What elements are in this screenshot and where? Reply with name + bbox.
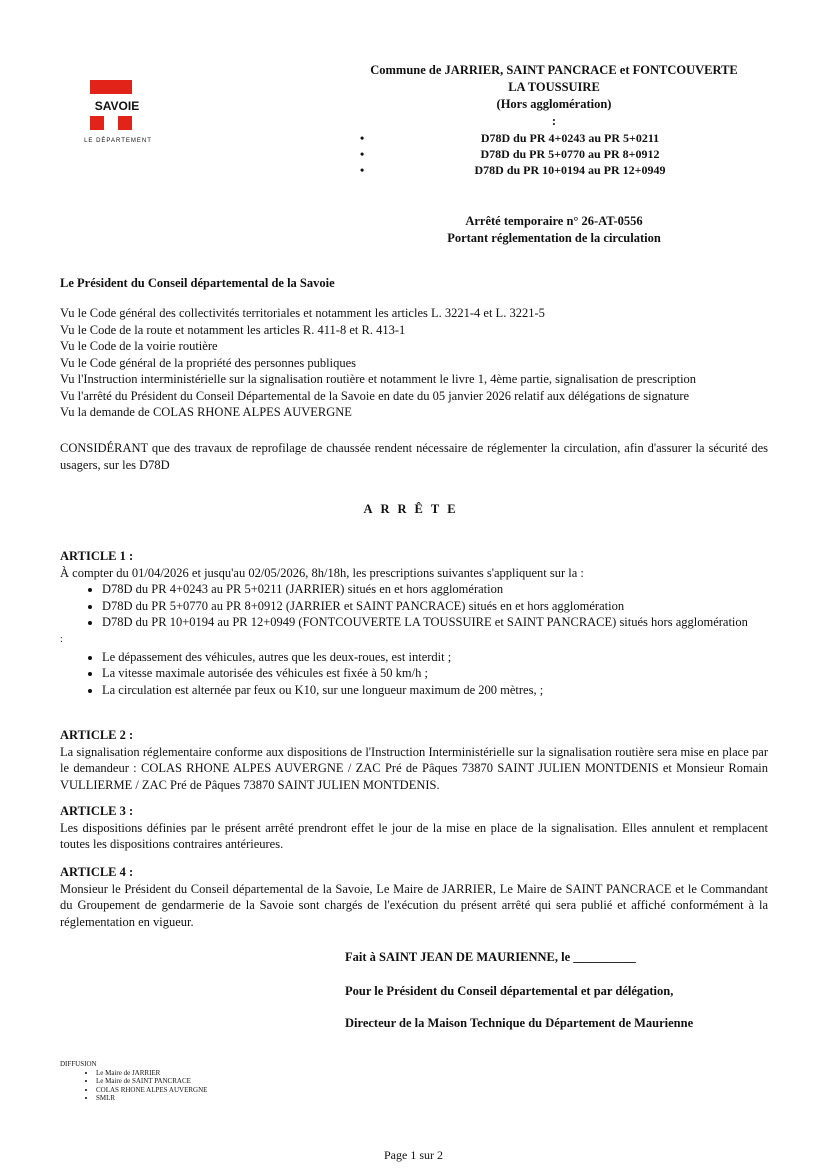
- list-item: • Le Maire de JARRIER: [96, 1069, 207, 1078]
- list-item: • La vitesse maximale autorisée des véhicules est fixée à 50 km/h ;: [102, 665, 768, 682]
- header-road-item: • D78D du PR 5+0770 au PR 8+0912: [360, 147, 660, 161]
- article-1-intro: À compter du 01/04/2026 et jusqu'au 02/05/2026, 8h/18h, les prescriptions suivantes s'appliquent sur la :: [60, 565, 584, 580]
- header-zone: (Hors agglomération): [496, 97, 612, 111]
- vu-list: [60, 305, 768, 421]
- article-3-title: ARTICLE 3 :: [60, 804, 134, 818]
- list-item: • Le dépassement des véhicules, autres que les deux-roues, est interdit ;: [102, 649, 768, 666]
- president-line: Le Président du Conseil départemental de la Savoie: [60, 276, 335, 290]
- logo-brand: SAVOIE: [90, 98, 144, 114]
- header-roads: [360, 130, 760, 178]
- logo-cross-bottom-left: [90, 116, 104, 130]
- diffusion-block: [60, 1060, 207, 1103]
- article-2: [60, 727, 768, 793]
- article-2-title: ARTICLE 2 :: [60, 728, 134, 742]
- diffusion-list: [60, 1069, 207, 1103]
- article-1-sections: [60, 581, 768, 631]
- diffusion-title: DIFFUSION: [60, 1060, 97, 1068]
- logo-subtitle: LE DÉPARTEMENT: [84, 138, 152, 144]
- header-road-item: • D78D du PR 4+0243 au PR 5+0211: [360, 131, 660, 145]
- list-item: • D78D du PR 5+0770 au PR 8+0912 (JARRIER et SAINT PANCRACE) situés en et hors agglomération: [102, 598, 768, 615]
- list-item: • La circulation est alternée par feux ou K10, sur une longueur maximum de 200 mètres, ;: [102, 682, 768, 699]
- article-2-text: La signalisation réglementaire conforme aux dispositions de l'Instruction Interministérielle sur la signalisation routière sera mise en place par le demandeur : COLAS RHONE ALPES AUVERGNE / ZAC Pré de Pâques 73870 SAINT JULIEN MONTDENIS et Monsieur Romain VULLIERME / ZAC Pré de Pâques 73870 SAINT JULIEN MONTDENIS.: [60, 744, 768, 792]
- article-4-title: ARTICLE 4 :: [60, 865, 134, 879]
- logo-cross-top-right: [118, 80, 132, 94]
- header-commune: Commune de JARRIER, SAINT PANCRACE et FONTCOUVERTE: [370, 63, 738, 77]
- vu-item: Vu le Code général de la propriété des personnes publiques: [60, 355, 357, 370]
- signature-for: Pour le Président du Conseil départemental et par délégation,: [345, 984, 674, 998]
- list-item: • SMLR: [96, 1094, 207, 1103]
- header-locality: LA TOUSSUIRE: [508, 80, 600, 94]
- vu-item: Vu la demande de COLAS RHONE ALPES AUVERGNE: [60, 405, 352, 419]
- arrete-number: Arrêté temporaire n° 26-AT-0556: [465, 214, 643, 228]
- article-4-text: Monsieur le Président du Conseil départemental de la Savoie, Le Maire de JARRIER, Le Maire de SAINT PANCRACE et le Commandant du Groupement de gendarmerie de la Savoie sont chargés de l'exécution du présent arrêté qui sera publié et affiché conformément à la réglementation en vigueur.: [60, 881, 768, 929]
- article-4: [60, 864, 768, 930]
- list-item: • COLAS RHONE ALPES AUVERGNE: [96, 1086, 207, 1095]
- logo-cross-bottom-right: [118, 116, 132, 130]
- article-3-text: Les dispositions définies par le présent arrêté prendront effet le jour de la mise en place de la signalisation. Elles annulent et remplacent toutes les dispositions contraires antérieures.: [60, 820, 768, 851]
- article-1-title: ARTICLE 1 :: [60, 549, 134, 563]
- arrete-subject: Portant réglementation de la circulation: [447, 231, 661, 245]
- article-1: [60, 548, 768, 698]
- header-block: [340, 62, 768, 130]
- logo-cross-top-left: [90, 80, 104, 94]
- vu-item: Vu l'arrêté du Président du Conseil Départemental de la Savoie en date du 05 janvier 2026 relatif aux délégations de signature: [60, 388, 690, 403]
- page-number: Page 1 sur 2: [384, 1148, 443, 1162]
- arrete-title: [340, 213, 768, 247]
- vu-item: Vu le Code de la route et notamment les articles R. 411-8 et R. 413-1: [60, 322, 406, 337]
- savoie-logo: [78, 80, 158, 150]
- list-item: • D78D du PR 10+0194 au PR 12+0949 (FONTCOUVERTE LA TOUSSUIRE et SAINT PANCRACE) situés hors agglomération: [102, 614, 768, 631]
- considerant: CONSIDÉRANT que des travaux de reprofilage de chaussée rendent nécessaire de réglementer la circulation, afin d'assurer la sécurité des usagers, sur les D78D: [60, 441, 768, 472]
- vu-item: Vu le Code de la voirie routière: [60, 339, 218, 353]
- list-item: • Le Maire de SAINT PANCRACE: [96, 1077, 207, 1086]
- article-1-prescriptions: [60, 649, 768, 699]
- vu-item: Vu l'Instruction interministérielle sur la signalisation routière et notamment le livre 1, 4ème partie, signalisation de prescription: [60, 372, 697, 386]
- arrete-heading: ARRÊTE: [363, 502, 464, 516]
- signature-director: Directeur de la Maison Technique du Département de Maurienne: [345, 1016, 694, 1030]
- article-1-colon: :: [60, 633, 63, 645]
- signature-place: Fait à SAINT JEAN DE MAURIENNE, le __________: [345, 950, 636, 964]
- article-3: [60, 803, 768, 853]
- logo-cross-top: [104, 80, 118, 94]
- vu-item: Vu le Code général des collectivités territoriales et notamment les articles L. 3221-4 et L. 3221-5: [60, 306, 545, 320]
- header-colon: :: [551, 114, 557, 128]
- list-item: • D78D du PR 4+0243 au PR 5+0211 (JARRIER) situés en et hors agglomération: [102, 581, 768, 598]
- header-road-item: • D78D du PR 10+0194 au PR 12+0949: [360, 163, 666, 177]
